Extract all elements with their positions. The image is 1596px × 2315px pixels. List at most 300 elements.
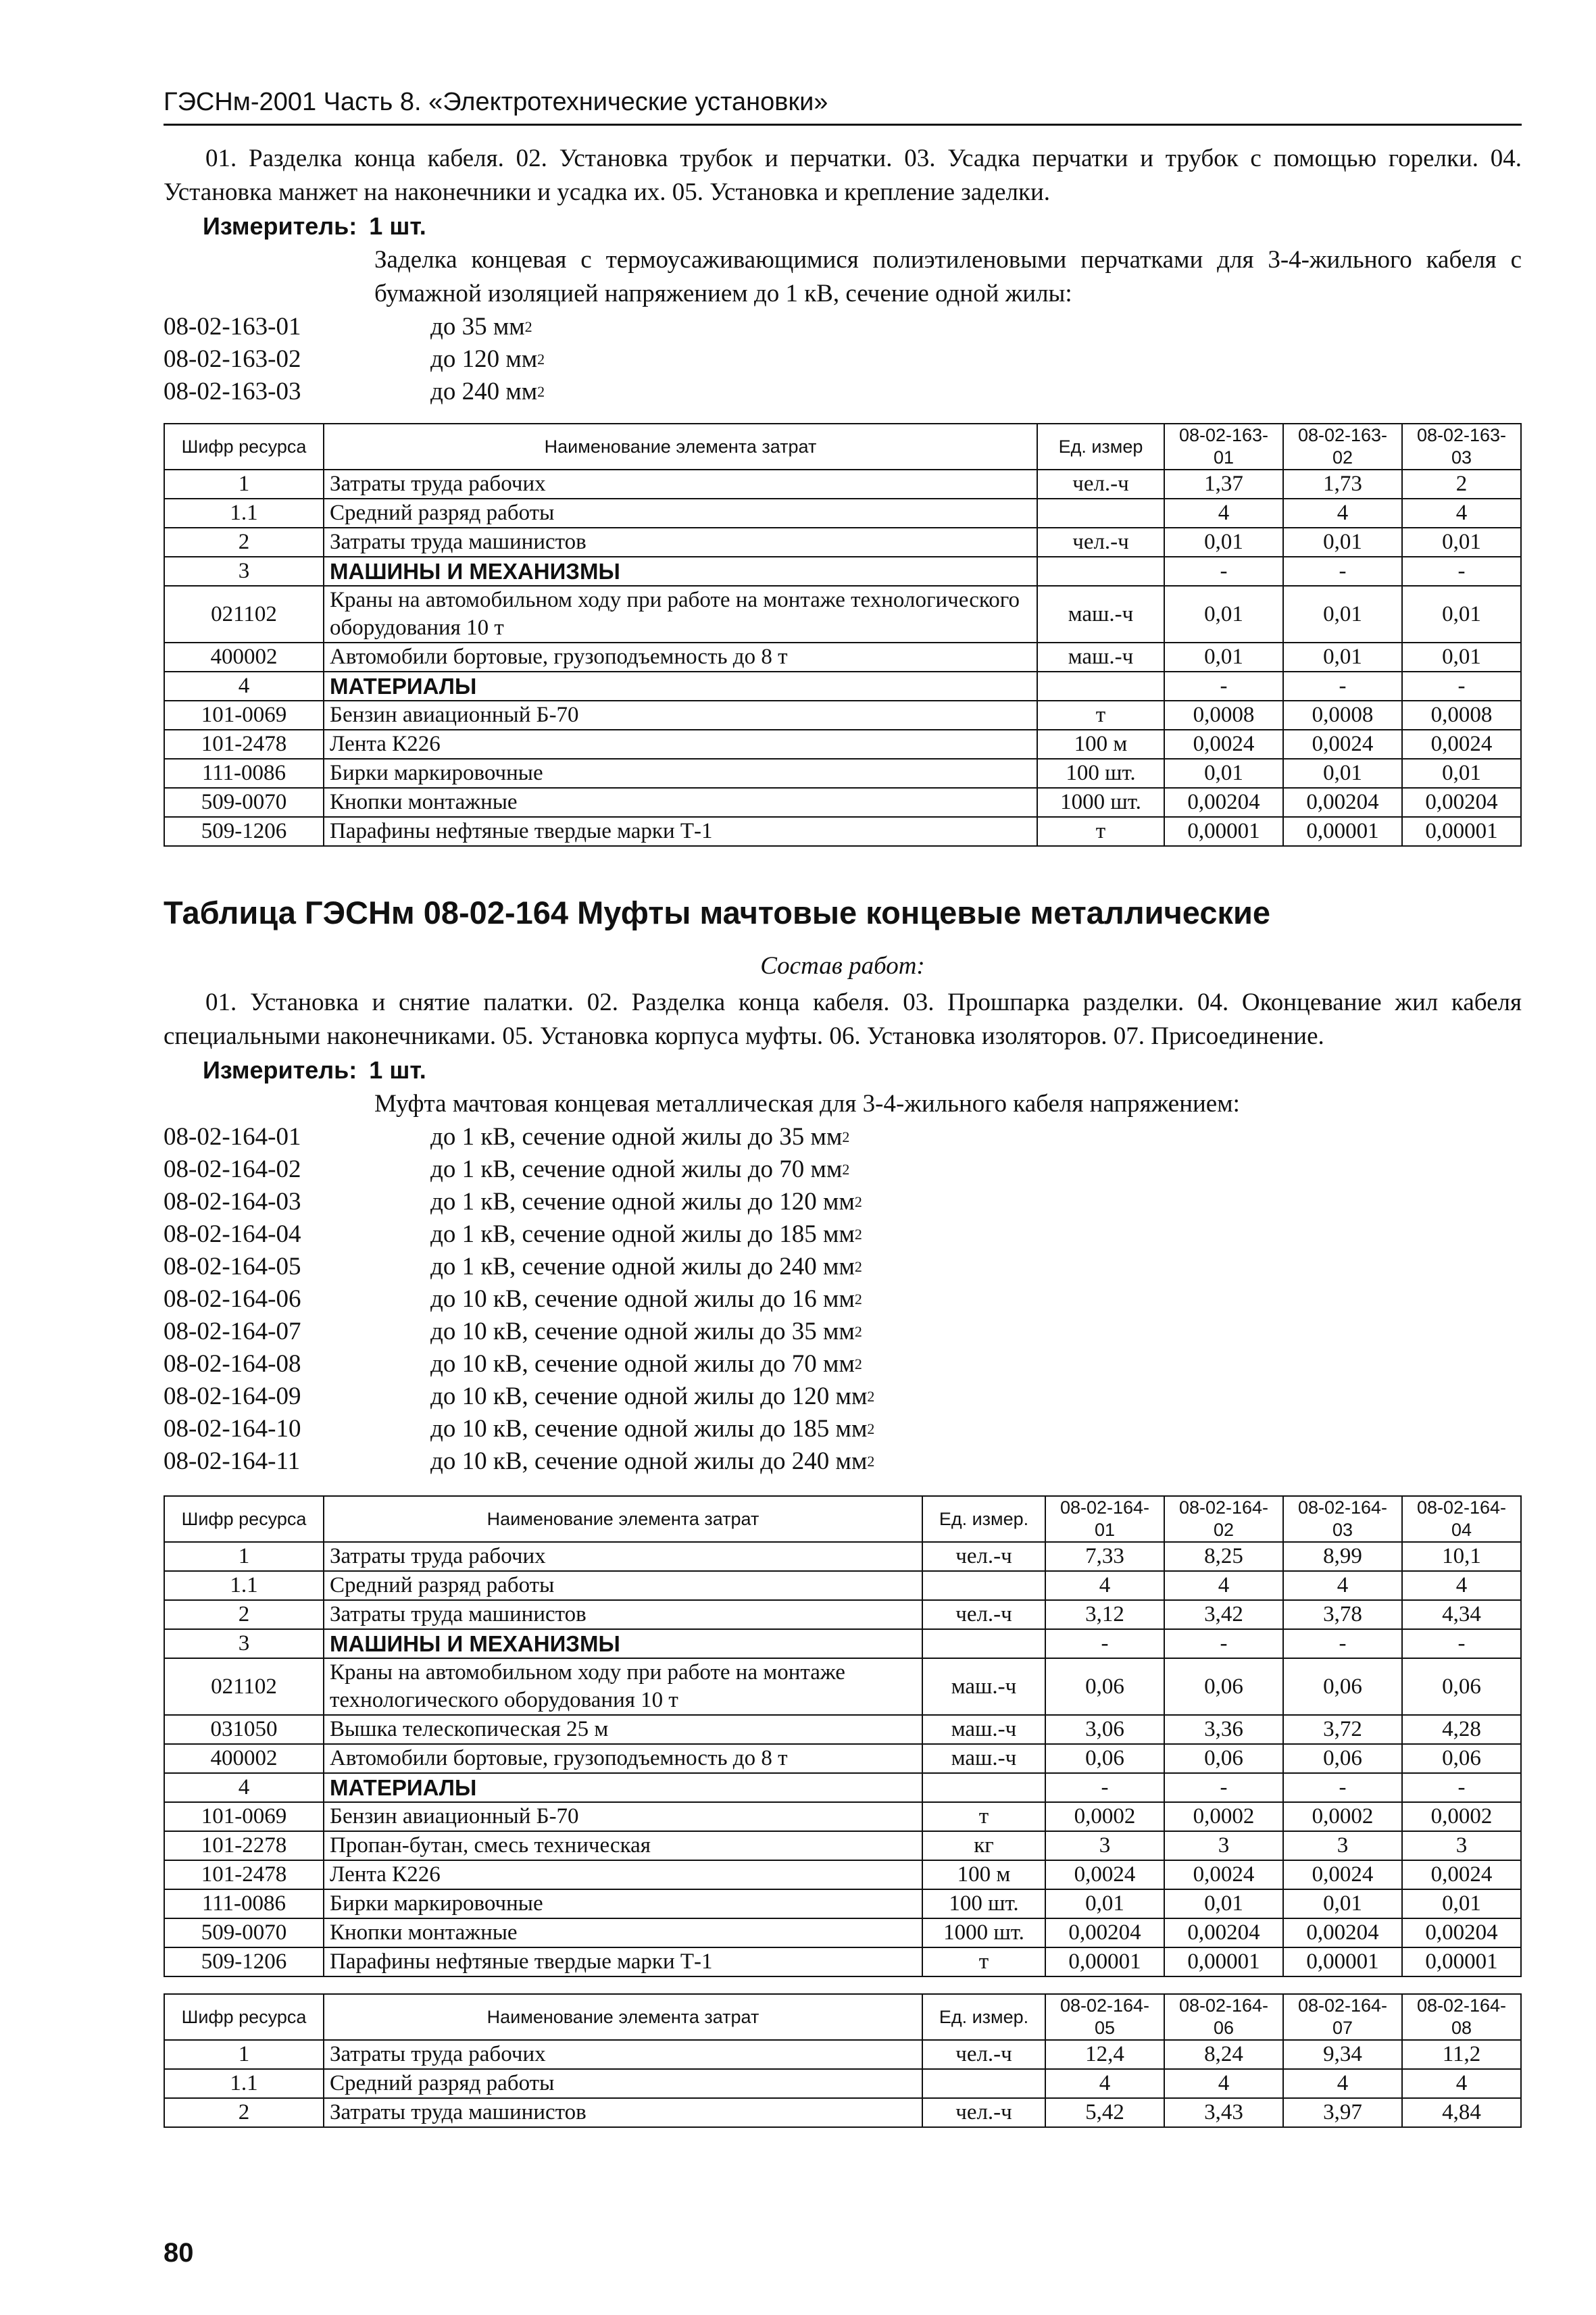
cell-value: 0,06 — [1402, 1744, 1521, 1773]
code-list-item — [164, 1186, 1522, 1218]
table-row — [164, 1542, 1521, 1571]
code-list-item — [164, 1283, 1522, 1316]
cell-value: - — [1164, 557, 1283, 586]
table-row — [164, 788, 1521, 817]
table-row — [164, 1600, 1521, 1629]
document-page — [164, 88, 1522, 2128]
cell-name: Затраты труда машинистов — [324, 1600, 922, 1629]
item-spec: до 1 кВ, сечение одной жилы до 70 мм — [430, 1155, 843, 1183]
cell-value: 0,06 — [1402, 1658, 1521, 1715]
code-list-item — [164, 1348, 1522, 1380]
table-row — [164, 499, 1521, 528]
item-spec: до 10 кВ, сечение одной жилы до 16 мм — [430, 1285, 855, 1313]
meter-164 — [203, 1056, 1522, 1085]
cell-value: - — [1283, 557, 1402, 586]
cell-value: 4 — [1283, 2069, 1402, 2098]
cell-name: Пропан-бутан, смесь техническая — [324, 1831, 922, 1860]
table-row — [164, 701, 1521, 730]
table-row — [164, 1658, 1521, 1715]
item-code: 08-02-164-06 — [164, 1285, 301, 1313]
table-row — [164, 1860, 1521, 1889]
superscript: 2 — [842, 1161, 850, 1178]
cell-code: 3 — [164, 1629, 324, 1658]
code-list-item — [164, 311, 1522, 343]
header-norm-code: 08-02-164-07 — [1283, 1994, 1402, 2040]
cell-code: 021102 — [164, 1658, 324, 1715]
item-spec: до 1 кВ, сечение одной жилы до 120 мм — [430, 1188, 855, 1216]
cell-unit: чел.-ч — [922, 2040, 1045, 2069]
cell-value: 3,36 — [1164, 1715, 1283, 1744]
cell-unit: 1000 шт. — [922, 1918, 1045, 1947]
cell-value: 0,01 — [1283, 1889, 1402, 1918]
superscript: 2 — [854, 1226, 862, 1243]
cell-unit: чел.-ч — [922, 2098, 1045, 2127]
header-norm-code: 08-02-164-06 — [1164, 1994, 1283, 2040]
cell-value: 4 — [1402, 2069, 1521, 2098]
cell-unit: маш.-ч — [1037, 643, 1164, 672]
header-code: Шифр ресурса — [164, 1994, 324, 2040]
cell-value: 0,00204 — [1283, 788, 1402, 817]
cell-unit: т — [922, 1947, 1045, 1976]
table-header-row — [164, 424, 1521, 470]
cell-value: 0,0002 — [1283, 1802, 1402, 1831]
cell-value: 0,01 — [1164, 528, 1283, 557]
cell-unit: чел.-ч — [922, 1542, 1045, 1571]
cell-code: 1 — [164, 2040, 324, 2069]
item-spec: до 10 кВ, сечение одной жилы до 240 мм — [430, 1447, 868, 1475]
superscript: 2 — [867, 1388, 875, 1405]
cell-name: Краны на автомобильном ходу при работе на монтаже технологического оборудования 10 т — [324, 1658, 922, 1715]
header-norm-code: 08-02-164-01 — [1045, 1496, 1164, 1542]
superscript: 2 — [854, 1355, 862, 1372]
code-list-164 — [164, 1121, 1522, 1478]
table-row — [164, 557, 1521, 586]
cell-name: Затраты труда рабочих — [324, 2040, 922, 2069]
cell-code: 111-0086 — [164, 759, 324, 788]
header-norm-code: 08-02-163-01 — [1164, 424, 1283, 470]
header-norm-code: 08-02-163-02 — [1283, 424, 1402, 470]
item-code: 08-02-164-09 — [164, 1383, 301, 1410]
superscript: 2 — [537, 383, 545, 400]
table-row — [164, 817, 1521, 846]
item-code: 08-02-163-03 — [164, 378, 301, 405]
cell-name: Кнопки монтажные — [324, 788, 1037, 817]
header-name: Наименование элемента затрат — [324, 1994, 922, 2040]
cell-code: 400002 — [164, 1744, 324, 1773]
cell-value: - — [1402, 1773, 1521, 1802]
item-code: 08-02-164-07 — [164, 1318, 301, 1345]
cell-name: Парафины нефтяные твердые марки Т-1 — [324, 817, 1037, 846]
table-row — [164, 2098, 1521, 2127]
cell-unit — [922, 1629, 1045, 1658]
meter-value: 1 шт. — [369, 1056, 426, 1084]
cell-name: МАШИНЫ И МЕХАНИЗМЫ — [324, 557, 1037, 586]
cell-value: 0,01 — [1283, 586, 1402, 643]
header-norm-code: 08-02-164-03 — [1283, 1496, 1402, 1542]
header-code: Шифр ресурса — [164, 424, 324, 470]
cell-value: 5,42 — [1045, 2098, 1164, 2127]
resource-table-164-a — [164, 1495, 1522, 1977]
cell-code: 2 — [164, 528, 324, 557]
code-list-item — [164, 1413, 1522, 1445]
cell-value: 4 — [1164, 499, 1283, 528]
cell-unit: т — [922, 1802, 1045, 1831]
cell-value: 4 — [1283, 499, 1402, 528]
cell-value: 0,06 — [1283, 1658, 1402, 1715]
superscript: 2 — [854, 1323, 862, 1340]
cell-value: 0,0008 — [1164, 701, 1283, 730]
cell-value: 8,99 — [1283, 1542, 1402, 1571]
work-description-164: 01. Установка и снятие палатки. 02. Разделка конца кабеля. 03. Прошпарка разделки. 04. Оконцевание жил кабеля специальными наконечниками. 05. Установка корпуса муфты. 06. Установка изоляторов. 07. Присоединение. — [164, 989, 1522, 1050]
cell-code: 2 — [164, 1600, 324, 1629]
cell-code: 1 — [164, 1542, 324, 1571]
cell-unit: маш.-ч — [922, 1744, 1045, 1773]
cell-value: 0,01 — [1402, 528, 1521, 557]
table-header-row — [164, 1994, 1521, 2040]
cell-name: Кнопки монтажные — [324, 1918, 922, 1947]
cell-name: Затраты труда машинистов — [324, 2098, 922, 2127]
item-spec: до 10 кВ, сечение одной жилы до 185 мм — [430, 1415, 868, 1443]
cell-value: 10,1 — [1402, 1542, 1521, 1571]
cell-value: - — [1402, 1629, 1521, 1658]
cell-value: 0,01 — [1402, 759, 1521, 788]
cell-value: 4 — [1164, 2069, 1283, 2098]
cell-value: 3 — [1402, 1831, 1521, 1860]
cell-value: 0,01 — [1283, 643, 1402, 672]
table-row — [164, 1744, 1521, 1773]
superscript: 2 — [854, 1193, 862, 1210]
cell-value: 0,01 — [1283, 759, 1402, 788]
cell-value: - — [1164, 1629, 1283, 1658]
cell-value: - — [1283, 672, 1402, 701]
cell-value: 0,01 — [1045, 1889, 1164, 1918]
cell-unit: чел.-ч — [1037, 528, 1164, 557]
item-spec: до 10 кВ, сечение одной жилы до 70 мм — [430, 1350, 855, 1378]
cell-code: 1.1 — [164, 499, 324, 528]
cell-value: 3,43 — [1164, 2098, 1283, 2127]
item-spec: до 35 мм — [430, 313, 525, 341]
superscript: 2 — [854, 1291, 862, 1308]
cell-code: 101-0069 — [164, 1802, 324, 1831]
cell-value: 0,00204 — [1164, 1918, 1283, 1947]
cell-code: 101-2278 — [164, 1831, 324, 1860]
table-row — [164, 1802, 1521, 1831]
resource-table-164-b — [164, 1993, 1522, 2128]
superscript: 2 — [524, 318, 532, 335]
cell-value: 0,00001 — [1045, 1947, 1164, 1976]
item-spec: до 10 кВ, сечение одной жилы до 120 мм — [430, 1383, 868, 1410]
cell-value: 0,00001 — [1402, 1947, 1521, 1976]
work-description-163: 01. Разделка конца кабеля. 02. Установка трубок и перчатки. 03. Усадка перчатки и трубок с помощью горелки. 04. Установка манжет на наконечники и усадка их. 05. Установка и крепление заделки. — [164, 145, 1522, 206]
code-list-item — [164, 1218, 1522, 1251]
cell-code: 4 — [164, 672, 324, 701]
cell-value: 0,00001 — [1283, 1947, 1402, 1976]
cell-value: 4 — [1045, 1571, 1164, 1600]
cell-value: 0,00204 — [1164, 788, 1283, 817]
header-norm-code: 08-02-164-04 — [1402, 1496, 1521, 1542]
cell-value: 0,06 — [1283, 1744, 1402, 1773]
cell-unit: 100 шт. — [1037, 759, 1164, 788]
cell-name: Затраты труда рабочих — [324, 1542, 922, 1571]
cell-name: Бирки маркировочные — [324, 759, 1037, 788]
cell-value: 4 — [1045, 2069, 1164, 2098]
cell-name: МАТЕРИАЛЫ — [324, 1773, 922, 1802]
cell-value: 0,0008 — [1402, 701, 1521, 730]
cell-value: 0,01 — [1164, 759, 1283, 788]
table-row — [164, 2040, 1521, 2069]
cell-value: 7,33 — [1045, 1542, 1164, 1571]
cell-value: 0,0024 — [1283, 1860, 1402, 1889]
cell-value: 0,06 — [1164, 1744, 1283, 1773]
cell-unit — [1037, 557, 1164, 586]
cell-value: 0,00001 — [1283, 817, 1402, 846]
cell-value: 8,25 — [1164, 1542, 1283, 1571]
code-list-item — [164, 1445, 1522, 1478]
cell-name: Автомобили бортовые, грузоподъемность до 8 т — [324, 1744, 922, 1773]
item-code: 08-02-164-11 — [164, 1447, 301, 1475]
cell-code: 509-0070 — [164, 1918, 324, 1947]
cell-name: Средний разряд работы — [324, 2069, 922, 2098]
table-row — [164, 730, 1521, 759]
cell-value: 4,28 — [1402, 1715, 1521, 1744]
cell-value: 4,34 — [1402, 1600, 1521, 1629]
cell-value: 0,00204 — [1283, 1918, 1402, 1947]
cell-value: 0,00204 — [1402, 1918, 1521, 1947]
table-row — [164, 470, 1521, 499]
header-norm-code: 08-02-164-02 — [1164, 1496, 1283, 1542]
cell-unit: чел.-ч — [1037, 470, 1164, 499]
cell-code: 2 — [164, 2098, 324, 2127]
cell-value: 0,06 — [1164, 1658, 1283, 1715]
cell-code: 1 — [164, 470, 324, 499]
cell-value: 0,0002 — [1164, 1802, 1283, 1831]
meter-value: 1 шт. — [369, 212, 426, 240]
code-list-163 — [164, 311, 1522, 408]
cell-code: 1.1 — [164, 1571, 324, 1600]
superscript: 2 — [854, 1258, 862, 1275]
header-norm-code: 08-02-164-08 — [1402, 1994, 1521, 2040]
cell-value: - — [1045, 1629, 1164, 1658]
table-row — [164, 1571, 1521, 1600]
cell-value: 0,01 — [1402, 643, 1521, 672]
table-row — [164, 1831, 1521, 1860]
cell-name: Средний разряд работы — [324, 499, 1037, 528]
cell-unit: маш.-ч — [922, 1715, 1045, 1744]
table-row — [164, 2069, 1521, 2098]
cell-value: 4 — [1402, 499, 1521, 528]
cell-value: 0,0024 — [1045, 1860, 1164, 1889]
cell-unit — [922, 1773, 1045, 1802]
item-spec: до 1 кВ, сечение одной жилы до 240 мм — [430, 1253, 855, 1280]
cell-code: 400002 — [164, 643, 324, 672]
cell-code: 101-0069 — [164, 701, 324, 730]
code-list-item — [164, 376, 1522, 408]
resource-table-163 — [164, 423, 1522, 847]
table-row — [164, 1889, 1521, 1918]
meter-label: Измеритель: — [203, 212, 357, 240]
code-list-item — [164, 343, 1522, 376]
cell-value: 0,0002 — [1402, 1802, 1521, 1831]
superscript: 2 — [537, 351, 545, 368]
cell-value: 0,0024 — [1283, 730, 1402, 759]
item-code: 08-02-164-03 — [164, 1188, 301, 1216]
cell-name: Бензин авиационный Б-70 — [324, 1802, 922, 1831]
item-spec: до 240 мм — [430, 378, 538, 405]
cell-value: - — [1402, 557, 1521, 586]
cell-code: 101-2478 — [164, 730, 324, 759]
item-description-163: Заделка концевая с термоусаживающимися полиэтиленовыми перчатками для 3-4-жильного кабеля с бумажной изоляцией напряжением до 1 кВ, сечение одной жилы: — [374, 246, 1522, 307]
table-row — [164, 528, 1521, 557]
cell-value: 0,0024 — [1164, 1860, 1283, 1889]
cell-value: 9,34 — [1283, 2040, 1402, 2069]
cell-value: 0,01 — [1164, 1889, 1283, 1918]
cell-name: Парафины нефтяные твердые марки Т-1 — [324, 1947, 922, 1976]
item-description-164: Муфта мачтовая концевая металлическая для 3-4-жильного кабеля напряжением: — [374, 1090, 1240, 1118]
cell-value: 0,0024 — [1402, 730, 1521, 759]
table-row — [164, 1947, 1521, 1976]
code-list-item — [164, 1380, 1522, 1413]
header-unit: Ед. измер — [1037, 424, 1164, 470]
cell-value: 3 — [1164, 1831, 1283, 1860]
code-list-item — [164, 1316, 1522, 1348]
cell-unit: 1000 шт. — [1037, 788, 1164, 817]
cell-value: 1,73 — [1283, 470, 1402, 499]
item-code: 08-02-163-01 — [164, 313, 301, 341]
table-row — [164, 586, 1521, 643]
code-list-item — [164, 1251, 1522, 1283]
page-number: 80 — [164, 2238, 194, 2268]
cell-code: 509-0070 — [164, 788, 324, 817]
meter-163 — [203, 212, 1522, 241]
header-unit: Ед. измер. — [922, 1496, 1045, 1542]
header-unit: Ед. измер. — [922, 1994, 1045, 2040]
cell-value: 0,00001 — [1164, 817, 1283, 846]
cell-value: 11,2 — [1402, 2040, 1521, 2069]
cell-value: 3,42 — [1164, 1600, 1283, 1629]
cell-unit — [1037, 499, 1164, 528]
item-spec: до 10 кВ, сечение одной жилы до 35 мм — [430, 1318, 855, 1345]
cell-value: 1,37 — [1164, 470, 1283, 499]
cell-value: 0,0024 — [1402, 1860, 1521, 1889]
item-code: 08-02-164-02 — [164, 1155, 301, 1183]
cell-value: 4 — [1164, 1571, 1283, 1600]
superscript: 2 — [842, 1128, 850, 1145]
cell-value: 0,00001 — [1402, 817, 1521, 846]
cell-name: Краны на автомобильном ходу при работе на монтаже технологического оборудования 10 т — [324, 586, 1037, 643]
item-code: 08-02-163-02 — [164, 345, 301, 373]
cell-code: 021102 — [164, 586, 324, 643]
cell-value: 4 — [1283, 1571, 1402, 1600]
item-spec: до 1 кВ, сечение одной жилы до 35 мм — [430, 1123, 843, 1151]
cell-name: Затраты труда рабочих — [324, 470, 1037, 499]
cell-code: 031050 — [164, 1715, 324, 1744]
cell-value: 3,97 — [1283, 2098, 1402, 2127]
cell-value: 4,84 — [1402, 2098, 1521, 2127]
cell-value: 0,01 — [1164, 586, 1283, 643]
cell-value: 8,24 — [1164, 2040, 1283, 2069]
table-row — [164, 1629, 1521, 1658]
cell-unit: т — [1037, 701, 1164, 730]
cell-value: - — [1164, 672, 1283, 701]
item-code: 08-02-164-10 — [164, 1415, 301, 1443]
work-composition-heading: Состав работ: — [760, 952, 925, 980]
cell-unit: 100 шт. — [922, 1889, 1045, 1918]
cell-code: 1.1 — [164, 2069, 324, 2098]
cell-value: 0,00001 — [1164, 1947, 1283, 1976]
cell-code: 509-1206 — [164, 1947, 324, 1976]
item-code: 08-02-164-04 — [164, 1220, 301, 1248]
table-row — [164, 1773, 1521, 1802]
cell-unit: маш.-ч — [1037, 586, 1164, 643]
cell-value: 0,00204 — [1402, 788, 1521, 817]
code-list-item — [164, 1153, 1522, 1186]
cell-code: 509-1206 — [164, 817, 324, 846]
cell-value: 3,78 — [1283, 1600, 1402, 1629]
item-code: 08-02-164-01 — [164, 1123, 301, 1151]
cell-value: 0,01 — [1164, 643, 1283, 672]
cell-value: 12,4 — [1045, 2040, 1164, 2069]
superscript: 2 — [867, 1453, 875, 1470]
cell-value: 0,0002 — [1045, 1802, 1164, 1831]
item-code: 08-02-164-05 — [164, 1253, 301, 1280]
cell-code: 3 — [164, 557, 324, 586]
table-row — [164, 759, 1521, 788]
cell-value: 0,0024 — [1164, 730, 1283, 759]
cell-value: - — [1402, 672, 1521, 701]
cell-name: Лента К226 — [324, 1860, 922, 1889]
cell-code: 101-2478 — [164, 1860, 324, 1889]
cell-value: 3,12 — [1045, 1600, 1164, 1629]
cell-value: 0,00204 — [1045, 1918, 1164, 1947]
header-norm-code: 08-02-163-03 — [1402, 424, 1521, 470]
cell-code: 4 — [164, 1773, 324, 1802]
cell-name: МАШИНЫ И МЕХАНИЗМЫ — [324, 1629, 922, 1658]
cell-name: Бензин авиационный Б-70 — [324, 701, 1037, 730]
cell-name: Вышка телескопическая 25 м — [324, 1715, 922, 1744]
header-name: Наименование элемента затрат — [324, 1496, 922, 1542]
cell-value: 3,06 — [1045, 1715, 1164, 1744]
cell-unit: чел.-ч — [922, 1600, 1045, 1629]
cell-name: Лента К226 — [324, 730, 1037, 759]
cell-unit — [922, 2069, 1045, 2098]
superscript: 2 — [867, 1420, 875, 1437]
cell-name: Средний разряд работы — [324, 1571, 922, 1600]
cell-unit: 100 м — [922, 1860, 1045, 1889]
meter-label: Измеритель: — [203, 1056, 357, 1084]
cell-value: 0,01 — [1402, 1889, 1521, 1918]
cell-value: 0,06 — [1045, 1658, 1164, 1715]
header-norm-code: 08-02-164-05 — [1045, 1994, 1164, 2040]
cell-unit: т — [1037, 817, 1164, 846]
table-title-164: Таблица ГЭСНм 08-02-164 Муфты мачтовые концевые металлические — [164, 895, 1271, 930]
cell-value: - — [1164, 1773, 1283, 1802]
code-list-item — [164, 1121, 1522, 1153]
cell-value: 4 — [1402, 1571, 1521, 1600]
table-row — [164, 643, 1521, 672]
item-spec: до 120 мм — [430, 345, 538, 373]
table-row — [164, 672, 1521, 701]
header-name: Наименование элемента затрат — [324, 424, 1037, 470]
cell-value: - — [1283, 1629, 1402, 1658]
cell-value: 2 — [1402, 470, 1521, 499]
item-spec: до 1 кВ, сечение одной жилы до 185 мм — [430, 1220, 855, 1248]
cell-value: 0,01 — [1283, 528, 1402, 557]
table-row — [164, 1715, 1521, 1744]
cell-unit — [922, 1571, 1045, 1600]
cell-value: 3 — [1045, 1831, 1164, 1860]
item-code: 08-02-164-08 — [164, 1350, 301, 1378]
cell-unit: 100 м — [1037, 730, 1164, 759]
